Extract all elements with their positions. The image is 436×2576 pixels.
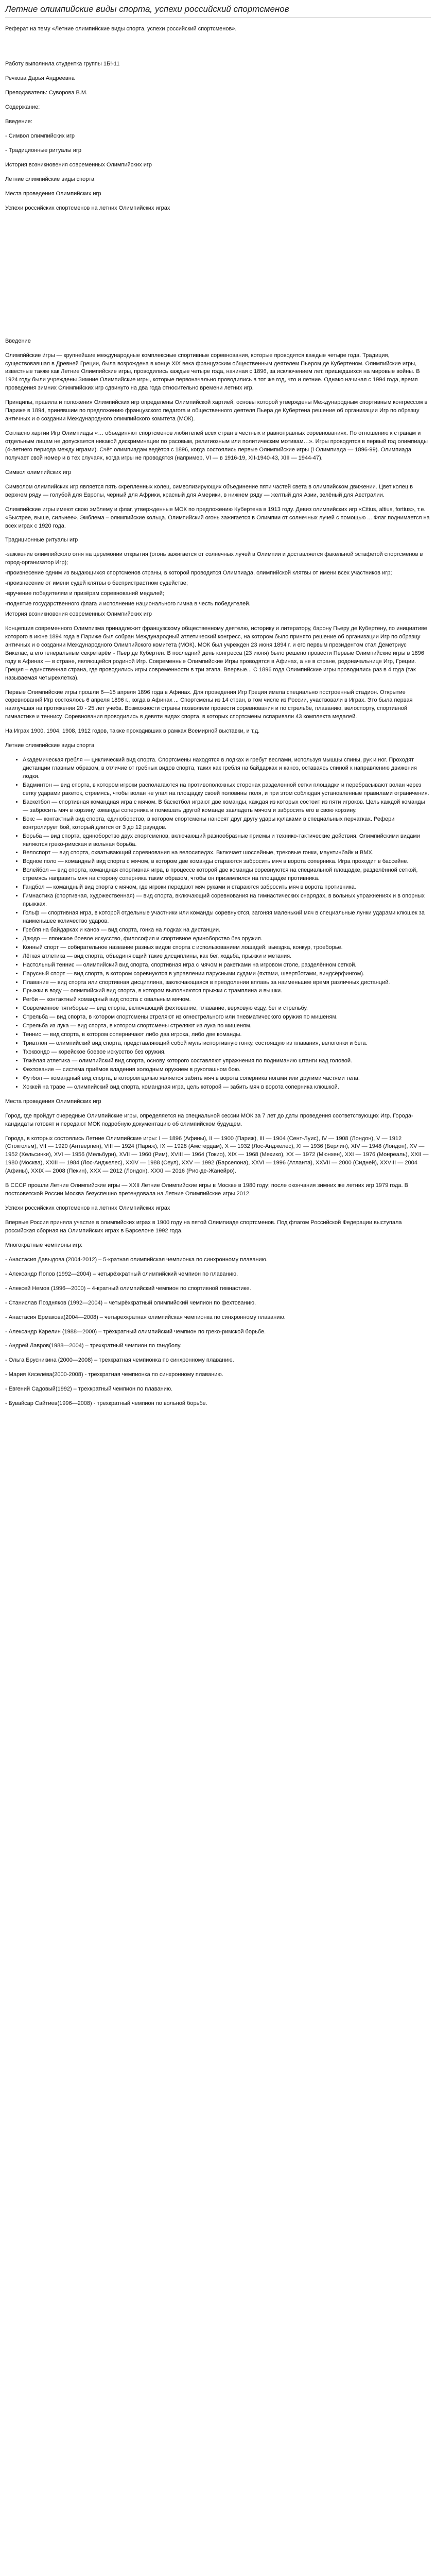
intro-paragraph: Символом олимпийских игр является пять скрепленных колец, символизирующих объединение пяти частей света в олимпийском движении. Цвет колец в верхнем ряду — голубой для Европы, чёрный для Африки, красный для Америки, в нижнем ряду — желтый для Азии, зелёный для Австралии. xyxy=(5,483,413,498)
venue-paragraph: Успехи российских спортсменов на летних Олимпийских играх xyxy=(5,1205,170,1212)
document-intro: Реферат на тему «Летние олимпийские виды спорта, успехи российский спортсменов». xyxy=(5,26,237,32)
intro-heading: Введение xyxy=(5,337,31,344)
history-paragraph: Концепция современного Олимпизма принадлежит французскому общественному деятелю, историку и литератору, барону Пьеру де Кубертену, по инициативе которого в июне 1894 года в Париже был собран Международный атлетический конгресс, на котором было принято решение об организации Игр по образцу античных и о создании Международного Олимпийского комитета (МОК). МОК был учрежден 23 июня 1894 г. и его первым президентом стал Деметриус Викелас, а его генеральным секретарём - Пьер де Кубертен. В последний день конгресса (23 июня) было решено провести Первые Олимпийские игры в 1896 году в Афинах — в стране, являющейся родиной Игр. Современные Олимпийские Игры проводятся в Афинах, а не в стране, родоначальнице Игр, Греции. Греция – единственная страна, где проводились игры современности в три этапа. Впервые... С 1896 года Олимпийские игры проводились раз в 4 года (так называемая четырехлетка). xyxy=(5,625,427,681)
sport-item: • Дзюдо — японское боевое искусство, философия и спортивное единоборство без оружия. xyxy=(23,935,431,943)
sport-item: • Настольный теннис — олимпийский вид спорта, спортивная игра с мячом и ракетками на игровом столе, разделённом сеткой. xyxy=(23,961,431,970)
history-section xyxy=(5,625,431,736)
sport-item: • Тяжёлая атлетика — олимпийский вид спорта, основу которого составляют упражнения по подниманию штанги над головой. xyxy=(23,1057,431,1065)
sport-item: • Гребля на байдарках и каноэ — вид спорта, гонка на лодках на дистанции. xyxy=(23,926,431,935)
meta-line: Места проведения Олимпийских игр xyxy=(5,190,101,197)
ritual-item: -произнесение одним из выдающихся спортсменов страны, в которой проводится Олимпиада, олимпийской клятвы от имени всех участников игр; xyxy=(5,570,392,577)
sport-item: • Гимнастика (спортивная, художественная) — вид спорта, включающий соревнования на гимнастических снарядах, в вольных упражнениях и в опорных прыжках. xyxy=(23,892,431,909)
ritual-item: -зажжение олимпийского огня на церемонии открытия (огонь зажигается от солнечных лучей в Олимпии и доставляется факельной эстафетой спортсменов в город-организатор Игр); xyxy=(5,551,423,566)
history-heading: История возникновения современных Олимпийских игр xyxy=(5,611,152,618)
champion-item: - Мария Киселёва(2000-2008) - трехкратная чемпионка по синхронному плаванию. xyxy=(5,1371,223,1378)
sport-item: • Парусный спорт — вид спорта, в котором соревнуются в управлении парусными судами (яхтами, швертботами, виндсёрфингом). xyxy=(23,970,431,978)
meta-line: История возникновения современных Олимпийских игр xyxy=(5,161,152,168)
sport-item: • Регби — контактный командный вид спорта с овальным мячом. xyxy=(23,996,431,1004)
champion-item: - Александр Карелин (1988—2000) – трёхкратный олимпийский чемпион по греко-римской борьбе. xyxy=(5,1328,266,1335)
champion-item: - Алексей Немов (1996—2000) – 4-кратный олимпийский чемпион по спортивной гимнастике. xyxy=(5,1285,251,1292)
meta-line: Преподаватель: Суворова В.М. xyxy=(5,90,88,96)
champion-item: - Александр Попов (1992—2004) – четырёхкратный олимпийский чемпион по плаванию. xyxy=(5,1270,238,1277)
sport-item: • Стрельба из лука — вид спорта, в котором спортсмены стреляют из лука по мишеням. xyxy=(23,1022,431,1030)
meta-line: Речкова Дарья Андреевна xyxy=(5,75,75,82)
meta-line: Работу выполнила студентка группы 1Б!-11 xyxy=(5,61,120,67)
sport-item: • Тхэквондо — корейское боевое искусство без оружия. xyxy=(23,1048,431,1057)
sport-item: • Современное пятиборье — вид спорта, включающий фехтование, плавание, верховую езду, бег и стрельбу. xyxy=(23,1005,431,1013)
ritual-section xyxy=(5,551,431,608)
venues-heading: Места проведения Олимпийских игр xyxy=(5,1098,101,1105)
sport-item: • Лёгкая атлетика — вид спорта, объединяющий такие дисциплины, как бег, ходьба, прыжки и метания. xyxy=(23,953,431,961)
champions-list xyxy=(5,1256,431,1408)
champion-item: - Анастасия Давыдова (2004-2012) – 5-кратная олимпийская чемпионка по синхронному плаванию. xyxy=(5,1256,268,1263)
ritual-item: -вручение победителям и призёрам соревнований медалей; xyxy=(5,590,165,597)
intro-paragraph: Олимпи́йские и́гры — крупнейшие международные комплексные спортивные соревнования, которые проводятся каждые четыре года. Традиция, существовавшая в Древней Греции, была возрождена в конце XIX века французским общественным деятелем Пьером де Кубертеном. Олимпийские игры, известные также как Летние Олимпийские игры, проводились каждые четыре года, начиная с 1896, за исключением лет, пришедшихся на мировые войны. В 1924 году были учреждены Зимние Олимпийские игры, которые первоначально проводились в тот же год, что и летние. Однако начиная с 1994 года, время проведения зимних Олимпийских игр сдвинуто на два года относительно времени летних игр. xyxy=(5,352,420,392)
intro-paragraph: Принципы, правила и положения Олимпийских игр определены Олимпийской хартией, основы которой утверждены Международным спортивным конгрессом в Париже в 1894, принявшим по предложению французского педагога и общественного деятеля Пьера де Кубертена решение об организации Игр по образцу античных и о создании Международного олимпийского комитета (МОК). xyxy=(5,399,428,422)
meta-line: Содержание: xyxy=(5,104,40,111)
russia-paragraph: Впервые Россия приняла участие в олимпийских играх в 1900 году на пятой Олимпиаде спортсменов. Под флагом Российской Федерации выступала российская сборная на Олимпийских играх в Барселоне 1992 года. xyxy=(5,1219,402,1234)
sport-item: • Водное поло — командный вид спорта с мячом, в котором две команды стараются забросить мяч в ворота соперника. Игра проходит в бассейне. xyxy=(23,858,431,866)
intro-paragraph: Олимпийские игры имеют свою эмблему и флаг, утвержденные МОК по предложению Кубертена в 1913 году. Девиз олимпийских игр «Citius, altius, fortius», т.е. «Быстрее, выше, сильнее». Эмблема – олимпийские кольца. Олимпийский огонь зажигается в Олимпии от солнечных лучей с помощью ... Флаг поднимается на всех играх с 1920 года. xyxy=(5,506,430,529)
sport-item: • Волейбол — вид спорта, командная спортивная игра, в процессе которой две команды соревнуются на специальной площадке, разделённой сеткой, стремясь направить мяч на сторону соперника таким образом, чтобы он приземлился на площадке противника. xyxy=(23,867,431,883)
history-paragraph: Первые Олимпийские игры прошли 6—15 апреля 1896 года в Афинах. Для проведения Игр Греция имела специально построенный стадион. Открытие соревнований Игр состоялось 6 апреля 1896 г., когда в Афинах ... Спортсмены из 14 стран, в том числе из России, участвовали в Играх. Это была первая наилучшая на протяжении 20 - 25 лет учеба. Возможности страны позволили провести соревнования и по стрельбе, плаванию, велоспорту, спортивной гимнастике и теннису. Соревнования проводились в девяти видах спорта, в которых спортсмены оспаривали 43 комплекта медалей. xyxy=(5,689,413,720)
sport-item: • Стрельба — вид спорта, в котором спортсмены стреляют из огнестрельного или пневматического оружия по мишеням. xyxy=(23,1013,431,1022)
sport-item: • Футбол — командный вид спорта, в котором целью является забить мяч в ворота соперника ногами или другими частями тела. xyxy=(23,1075,431,1083)
sport-item: • Триатлон — олимпийский вид спорта, представляющий собой мультиспортивную гонку, состоящую из плавания, велогонки и бега. xyxy=(23,1040,431,1048)
ritual-item: -поднятие государственного флага и исполнение национального гимна в честь победителей. xyxy=(5,601,251,607)
venues-section xyxy=(5,1112,431,1213)
meta-line: Введение: xyxy=(5,118,32,125)
document-meta xyxy=(5,60,431,212)
russia-paragraph: Многократные чемпионы игр: xyxy=(5,1242,83,1248)
document-title: Летние олимпийские виды спорта, успехи российский спортсменов xyxy=(5,4,289,14)
champion-item: - Ольга Брусникина (2000—2008) – трехкратная чемпионка по синхронному плаванию. xyxy=(5,1357,234,1364)
history-paragraph: На Играх 1900, 1904, 1908, 1912 годов, также проходивших в рамках Всемирной выставки, и т.д. xyxy=(5,728,260,735)
champion-item: - Станислав Поздняков (1992—2004) – четырёхкратный олимпийский чемпион по фехтованию. xyxy=(5,1299,256,1306)
sports-list xyxy=(5,756,431,1092)
champion-item: - Анастасия Ермакова(2004—2008) – четырехкратная олимпийская чемпионка по синхронному плаванию. xyxy=(5,1314,286,1320)
sport-item: • Прыжки в воду — олимпийский вид спорта, в котором выполняются прыжки с трамплина и вышки. xyxy=(23,987,431,995)
sport-item: • Фехтование — система приёмов владения холодным оружием в рукопашном бою. xyxy=(23,1066,431,1074)
sport-item: • Теннис — вид спорта, в котором соперничают либо два игрока, либо две команды. xyxy=(23,1031,431,1039)
meta-line: - Традиционные ритуалы игр xyxy=(5,147,81,154)
sport-item: • Конный спорт — собирательное название разных видов спорта с использованием лошадей: выездка, конкур, троеборье. xyxy=(23,944,431,952)
champion-item: - Андрей Лавров(1988—2004) – трехкратный чемпион по гандболу. xyxy=(5,1343,182,1349)
sport-item: • Гольф — спортивная игра, в которой отдельные участники или команды соревнуются, загоняя маленький мяч в специальные лунки ударами клюшек за наименьшее количество ударов. xyxy=(23,909,431,926)
sports-heading: Летние олимпийские виды спорта xyxy=(5,742,95,749)
intro-section xyxy=(5,352,431,531)
sport-item: • Борьба — вид спорта, единоборство двух спортсменов, включающий разнообразные приемы и технико-тактические действия. Олимпийскими видами являются греко-римская и вольная борьба. xyxy=(23,833,431,849)
venue-paragraph: В СССР прошли Летние Олимпийские игры — XXII Летние Олимпийские игры в Москве в 1980 году; после окончания зимних же летних игр 1979 года. В постсоветской России Москва безуспешно претендовала на Летние Олимпийские игры 2012. xyxy=(5,1182,408,1197)
sport-item: • Гандбол — командный вид спорта с мячом, где игроки передают мяч руками и стараются забросить мяч в ворота противника. xyxy=(23,884,431,892)
intro-paragraph: Символ олимпийских игр xyxy=(5,469,72,476)
ritual-heading: Традиционные ритуалы игр xyxy=(5,537,78,544)
ritual-item: -произнесение от имени судей клятвы о беспристрастном судействе; xyxy=(5,580,188,587)
sport-item: • Плавание — вид спорта или спортивная дисциплина, заключающаяся в преодолении вплавь за наименьшее время различных дистанций. xyxy=(23,979,431,987)
intro-paragraph: Согласно хартии Игр Олимпиады «… объединяют спортсменов любителей всех стран в честных и равноправных соревнованиях. По отношению к странам и отдельным лицам не допускается никакой дискриминации по расовым, религиозным или политическим мотивам…». Игры проводятся в первый год олимпиады (4-летнего периода между играми). Счёт олимпиадам ведётся с 1896, когда состоялись первые Олимпийские игры (I Олимпиада — 1896-99). Олимпиада получает свой номер и в тех случаях, когда игры не проводятся (например, VI — в 1916-19, XII-1940-43, XIII — 1944-47). xyxy=(5,430,428,461)
sport-item: • Баскетбол — спортивная командная игра с мячом. В баскетбол играют две команды, каждая из которых состоит из пяти игроков. Цель каждой команды — забросить мяч в корзину команды соперника и помешать другой команде завладеть мячом и забросить его в свою корзину. xyxy=(23,799,431,815)
meta-line: - Символ олимпийских игр xyxy=(5,133,75,140)
meta-line: Успехи российских спортсменов на летних Олимпийских играх xyxy=(5,205,170,211)
champion-item: - Бувайсар Сайтиев(1996—2008) - трехкратный чемпион по вольной борьбе. xyxy=(5,1400,207,1407)
champion-item: - Евгений Садовый(1992) – трехкратный чемпион по плаванию. xyxy=(5,1386,173,1393)
venue-paragraph: Города, в которых состоялись Летние Олимпийские игры: I — 1896 (Афины), II — 1900 (Париж), III — 1904 (Сент-Луис), IV — 1908 (Лондон), V — 1912 (Стокгольм), VII — 1920 (Антверпен), VIII — 1924 (Париж), IX — 1928 (Амстердам), X — 1932 (Лос-Анджелес), XI — 1936 (Берлин), XIV — 1948 (Лондон), XV — 1952 (Хельсинки), XVI — 1956 (Мельбурн), XVII — 1960 (Рим), XVIII — 1964 (Токио), XIX — 1968 (Мехико), XX — 1972 (Мюнхен), XXI — 1976 (Монреаль), XXII — 1980 (Москва), XXIII — 1984 (Лос-Анджелес), XXIV — 1988 (Сеул), XXV — 1992 (Барселона), XXVI — 1996 (Атланта), XXVII — 2000 (Сидней), XXVIII — 2004 (Афины), XXIX — 2008 (Пекин), XXX — 2012 (Лондон), XXXI — 2016 (Рио-де-Жанейро). xyxy=(5,1135,429,1175)
russia-section xyxy=(5,1219,431,1250)
sport-item: • Хоккей на траве — олимпийский вид спорта, командная игра, цель которой — забить мяч в ворота соперника клюшкой. xyxy=(23,1083,431,1092)
venue-paragraph: Город, где пройдут очередные Олимпийские игры, определяется на специальной сессии МОК за 7 лет до даты проведения соответствующих Игр. Города-кандидаты готовят и передают МОК подробную документацию об олимпийском будущем. xyxy=(5,1112,413,1127)
sport-item: • Бокс — контактный вид спорта, единоборство, в котором спортсмены наносят друг другу удары кулаками в специальных перчатках. Рефери контролирует бой, который длится от 3 до 12 раундов. xyxy=(23,816,431,832)
sport-item: • Академическая гребля — циклический вид спорта. Спортсмены находятся в лодках и гребут веслами, используя мышцы спины, рук и ног. Проходят дистанции главным образом, в отличие от гребных видов спорта, таких как гребля на байдарках и каноэ, оставаясь спиной к направлению движения лодки. xyxy=(23,756,431,781)
sport-item: • Велоспорт — вид спорта, охватывающий соревнования на велосипедах. Включает шоссейные, трековые гонки, маунтинбайк и BMX. xyxy=(23,849,431,857)
meta-line: Летние олимпийские виды спорта xyxy=(5,176,95,182)
sport-item: • Бадминтон — вид спорта, в котором игроки располагаются на противоположных сторонах разделенной сетки площадки и перебрасывают волан через сетку ударами ракеток, стремясь, чтобы волан не упал на площадку своей половины поля, и при этом соблюдая установленные правилами ограничения. xyxy=(23,782,431,798)
